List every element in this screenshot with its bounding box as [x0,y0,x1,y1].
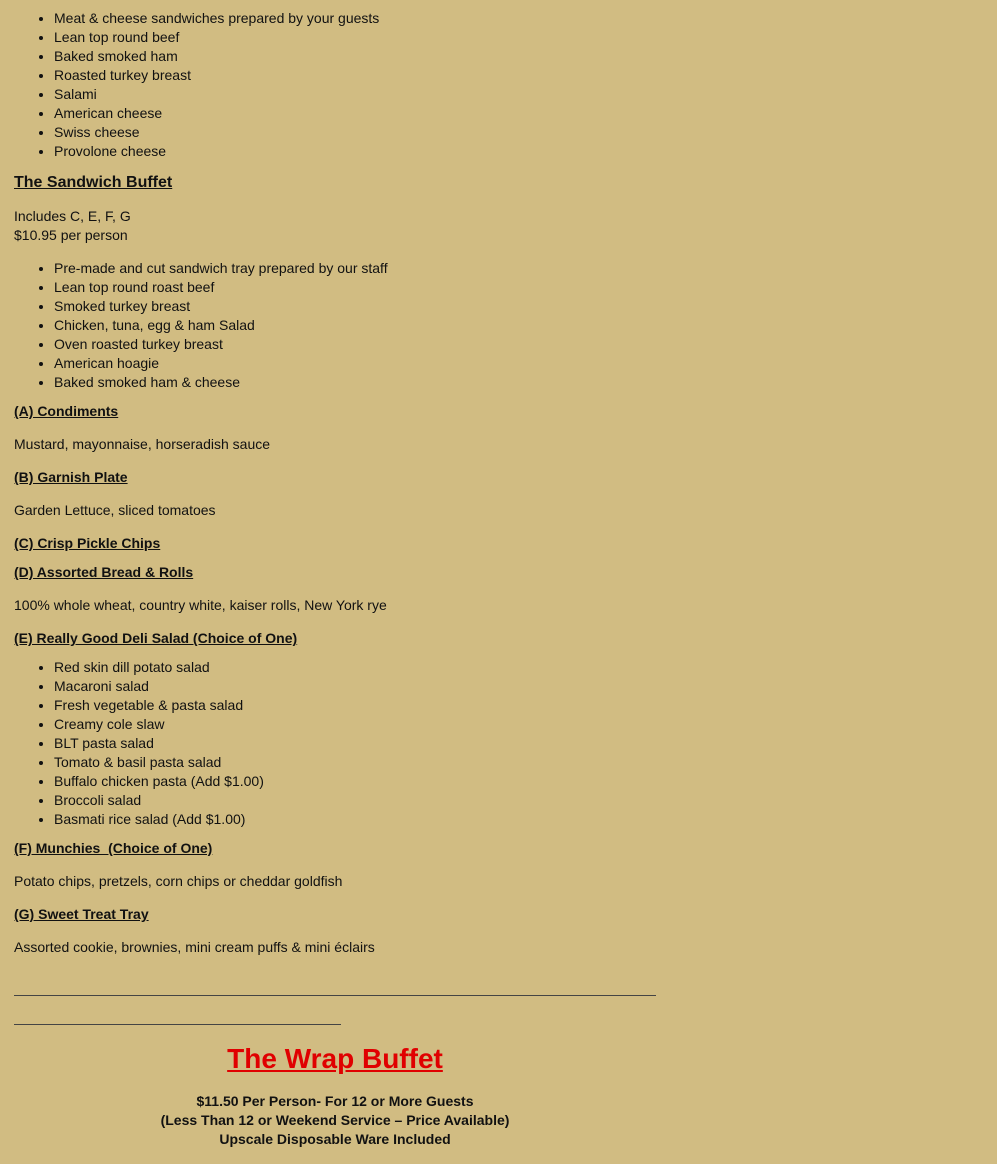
list-item: • Lean top round beef [54,28,379,47]
bread-rolls-text: 100% whole wheat, country white, kaiser rolls, New York rye [14,597,387,613]
sandwich-buffet-includes: Includes C, E, F, G [14,208,131,224]
list-item: • Buffalo chicken pasta (Add $1.00) [54,772,264,791]
list-item: • Broccoli salad [54,791,264,810]
sandwich-buffet-title: The Sandwich Buffet [14,174,173,191]
list-item: • BLT pasta salad [54,734,264,753]
list-item: • American cheese [54,104,379,123]
salad-list [14,658,264,829]
condiments-text: Mustard, mayonnaise, horseradish sauce [14,436,271,452]
list-item: • Provolone cheese [54,142,379,161]
list-item: • Meat & cheese sandwiches prepared by your guests [54,9,379,28]
list-item: • Chicken, tuna, egg & ham Salad [54,316,388,335]
bread-rolls-heading: (D) Assorted Bread & Rolls [14,564,194,580]
list-item: • Fresh vegetable & pasta salad [54,696,264,715]
list-item: • Basmati rice salad (Add $1.00) [54,810,264,829]
list-item: • Tomato & basil pasta salad [54,753,264,772]
list-item: • Roasted turkey breast [54,66,379,85]
munchies-heading: (F) Munchies (Choice of One) [14,840,213,856]
deli-salad-items [14,658,264,829]
condiments-heading: (A) Condiments [14,403,119,419]
sandwich-list [14,259,388,392]
wrap-buffet-title: The Wrap Buffet [227,1043,443,1074]
divider-line-long [14,995,656,996]
list-item: • Baked smoked ham & cheese [54,373,388,392]
wrap-buffet-disposable: Upscale Disposable Ware Included [219,1131,451,1147]
list-item: • Baked smoked ham [54,47,379,66]
munchies-text: Potato chips, pretzels, corn chips or cheddar goldfish [14,873,343,889]
divider-line-short [14,1024,341,1025]
list-item: • Creamy cole slaw [54,715,264,734]
sweet-treat-text: Assorted cookie, brownies, mini cream puffs & mini éclairs [14,939,375,955]
list-item: • Lean top round roast beef [54,278,388,297]
list-item: • Swiss cheese [54,123,379,142]
pickle-chips-heading: (C) Crisp Pickle Chips [14,535,161,551]
deli-salad-heading: (E) Really Good Deli Salad (Choice of One) [14,630,298,646]
garnish-heading: (B) Garnish Plate [14,469,128,485]
top-list [14,9,379,161]
list-item: • Smoked turkey breast [54,297,388,316]
list-item: • American hoagie [54,354,388,373]
list-item: • Salami [54,85,379,104]
list-item: • Pre-made and cut sandwich tray prepared by our staff [54,259,388,278]
list-item: • Oven roasted turkey breast [54,335,388,354]
sweet-treat-heading: (G) Sweet Treat Tray [14,906,149,922]
top-sandwich-list [14,9,379,161]
wrap-buffet-price: $11.50 Per Person- For 12 or More Guests [196,1093,474,1109]
wrap-buffet-note: (Less Than 12 or Weekend Service – Price Available) [160,1112,510,1128]
list-item: • Macaroni salad [54,677,264,696]
garnish-text: Garden Lettuce, sliced tomatoes [14,502,216,518]
sandwich-buffet-items [14,259,388,392]
list-item: • Red skin dill potato salad [54,658,264,677]
sandwich-buffet-price: $10.95 per person [14,227,128,243]
